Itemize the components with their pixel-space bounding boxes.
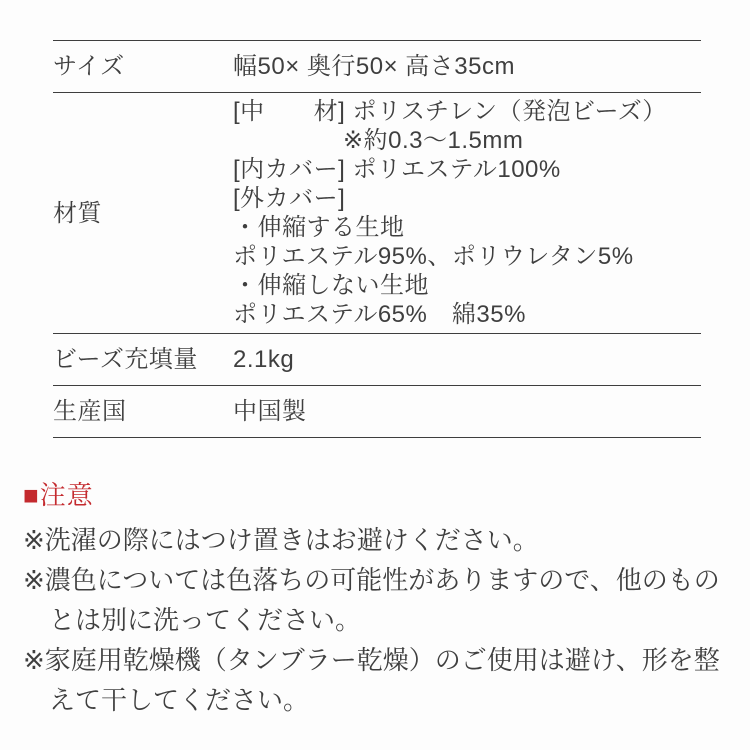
material-line-bead-size: ※約0.3～1.5mm bbox=[343, 127, 524, 154]
spec-row-bead-amount bbox=[53, 334, 701, 386]
material-line-nonstretch-composition: ポリエステル65% 綿35% bbox=[233, 301, 526, 328]
material-line-outer-cover: [外カバー] bbox=[233, 185, 346, 212]
material-line-filling: [中 材] ポリスチレン（発泡ビーズ） bbox=[233, 98, 667, 125]
material-line-stretch-fabric: ・伸縮する生地 bbox=[233, 214, 405, 241]
note-line: ※洗濯の際にはつけ置きはお避けください。 bbox=[23, 525, 539, 555]
spec-row-size bbox=[53, 41, 701, 93]
caution-heading bbox=[23, 478, 738, 512]
spec-table bbox=[53, 40, 701, 438]
spec-row-country bbox=[53, 386, 701, 438]
note-line: ※家庭用乾燥機（タンブラー乾燥）のご使用は避け、形を整 bbox=[23, 645, 720, 675]
note-line-continuation: えて干してください。 bbox=[49, 685, 310, 715]
caution-section bbox=[23, 478, 738, 720]
caution-note-color-bleed bbox=[23, 560, 738, 640]
spec-label-country: 生産国 bbox=[53, 398, 127, 425]
caution-title: 注意 bbox=[39, 480, 94, 510]
spec-label-size: サイズ bbox=[53, 53, 125, 80]
spec-label-bead-amount: ビーズ充填量 bbox=[53, 346, 198, 373]
spec-value-bead-amount: 2.1kg bbox=[233, 346, 295, 373]
material-line-inner-cover: [内カバー] ポリエステル100% bbox=[233, 156, 561, 183]
spec-value-country: 中国製 bbox=[233, 398, 307, 425]
spec-value-material bbox=[233, 97, 701, 329]
note-line: ※濃色については色落ちの可能性がありますので、他のもの bbox=[23, 565, 720, 595]
spec-row-material bbox=[53, 93, 701, 334]
material-line-nonstretch-fabric: ・伸縮しない生地 bbox=[233, 272, 429, 299]
red-square-icon: ■ bbox=[23, 480, 40, 510]
caution-note-tumble-dry bbox=[23, 640, 738, 720]
caution-note-soaking bbox=[23, 520, 738, 560]
spec-label-material: 材質 bbox=[53, 199, 102, 227]
spec-value-size: 幅50× 奥行50× 高さ35cm bbox=[233, 53, 515, 80]
material-line-stretch-composition: ポリエステル95%、ポリウレタン5% bbox=[233, 243, 634, 270]
note-line-continuation: とは別に洗ってください。 bbox=[49, 605, 362, 635]
